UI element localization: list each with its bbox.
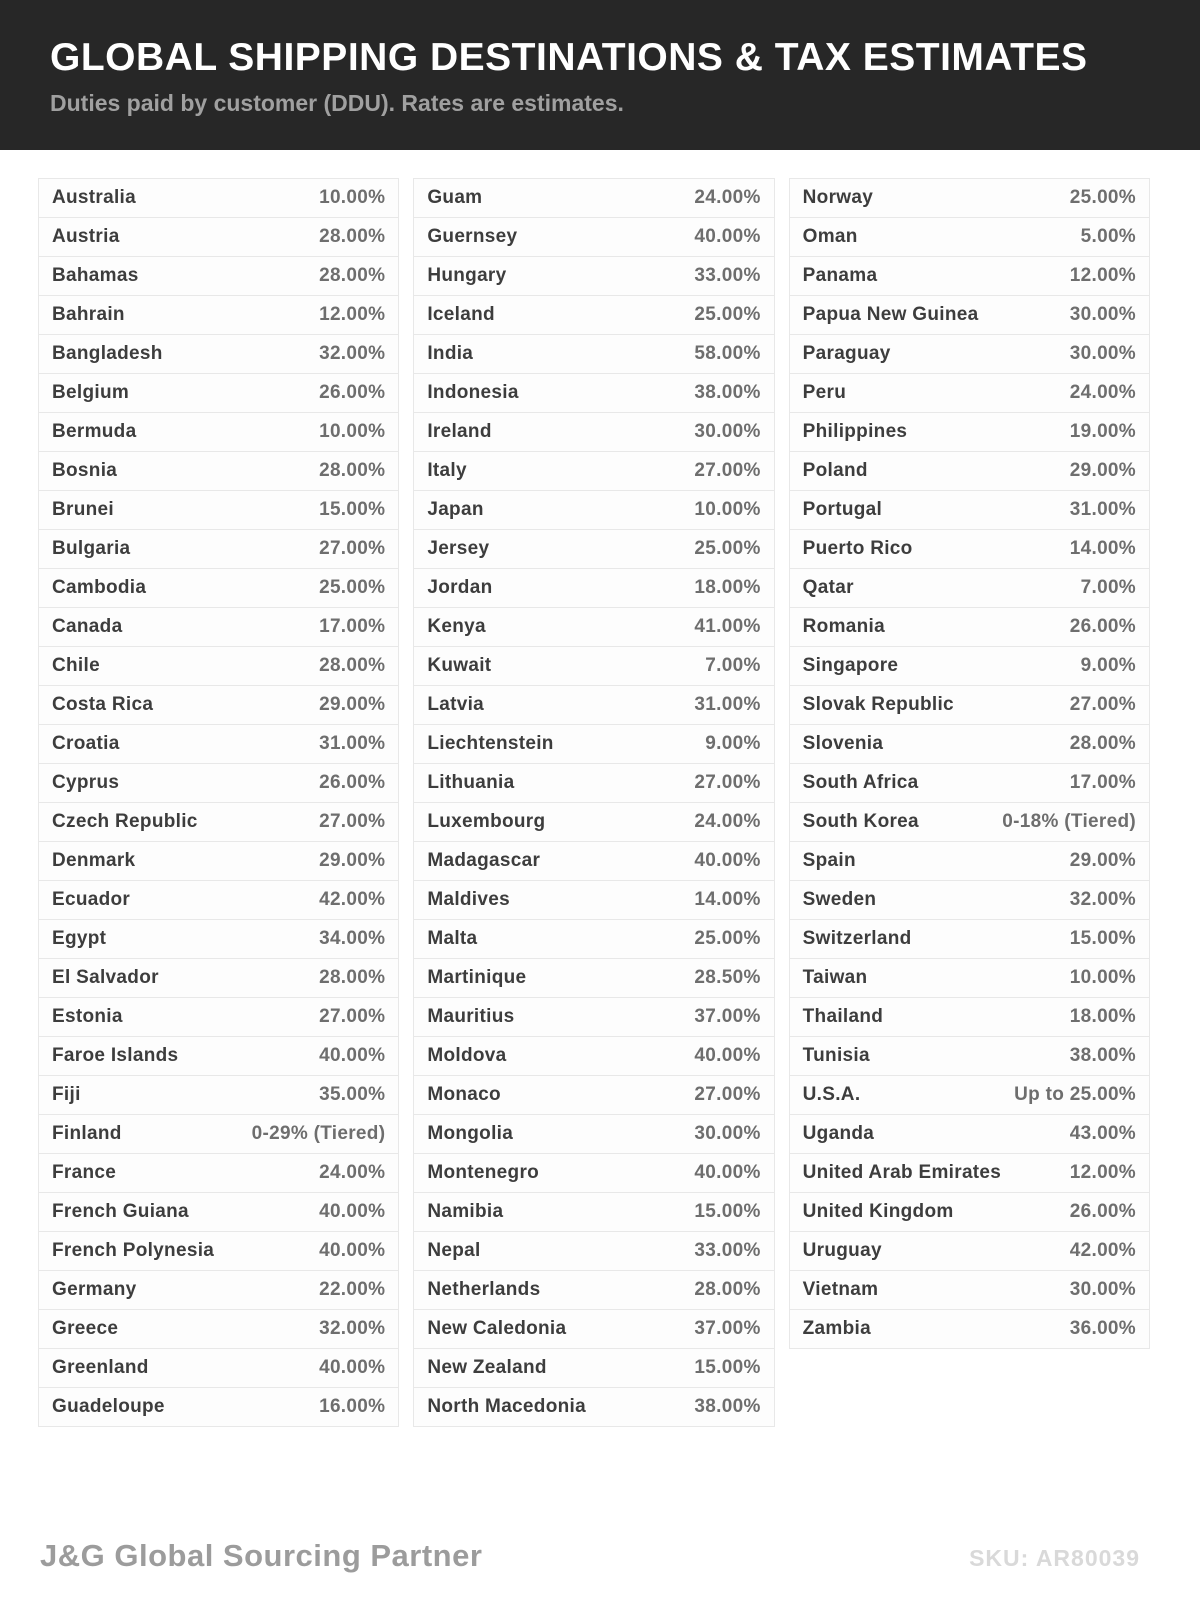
- rate-value: 34.00%: [319, 928, 386, 949]
- country-name: Bermuda: [52, 421, 137, 442]
- footer: [40, 1538, 1140, 1574]
- country-name: Jersey: [427, 538, 490, 559]
- table-row: [414, 1388, 773, 1427]
- country-name: Mongolia: [427, 1123, 514, 1144]
- table-row: [790, 920, 1149, 959]
- table-row: [790, 647, 1149, 686]
- table-row: [790, 764, 1149, 803]
- table-row: [790, 803, 1149, 842]
- rate-value: 40.00%: [319, 1201, 386, 1222]
- sku-label: SKU: AR80039: [969, 1545, 1140, 1571]
- country-name: Malta: [427, 928, 478, 949]
- rate-value: 25.00%: [694, 304, 761, 325]
- rate-value: 40.00%: [319, 1240, 386, 1261]
- table-row: [414, 647, 773, 686]
- country-name: Canada: [52, 616, 123, 637]
- rate-value: 31.00%: [319, 733, 386, 754]
- rate-value: 10.00%: [694, 499, 761, 520]
- country-name: United Arab Emirates: [802, 1162, 1002, 1183]
- rate-value: 30.00%: [694, 1123, 761, 1144]
- rate-value: 25.00%: [694, 928, 761, 949]
- country-name: Netherlands: [427, 1279, 541, 1300]
- table-row: [39, 296, 398, 335]
- country-name: Oman: [802, 226, 858, 247]
- country-name: Panama: [802, 265, 878, 286]
- country-name: Indonesia: [427, 382, 519, 403]
- country-name: Belgium: [52, 382, 130, 403]
- country-name: Czech Republic: [52, 811, 198, 832]
- table-row: [414, 179, 773, 218]
- table-row: [39, 1388, 398, 1427]
- country-name: Italy: [427, 460, 467, 481]
- table-row: [414, 1115, 773, 1154]
- country-name: U.S.A.: [802, 1084, 861, 1105]
- table-row: [790, 257, 1149, 296]
- table-row: [414, 1349, 773, 1388]
- rate-value: 32.00%: [1069, 889, 1136, 910]
- country-name: Bahrain: [52, 304, 125, 325]
- rate-value: 0-29% (Tiered): [251, 1123, 386, 1144]
- rate-value: 31.00%: [694, 694, 761, 715]
- country-name: Germany: [52, 1279, 137, 1300]
- country-name: Ireland: [427, 421, 492, 442]
- country-name: French Guiana: [52, 1201, 189, 1222]
- rate-value: 38.00%: [694, 382, 761, 403]
- country-name: South Africa: [802, 772, 919, 793]
- country-name: Romania: [802, 616, 885, 637]
- rate-value: 28.00%: [319, 226, 386, 247]
- country-name: Egypt: [52, 928, 107, 949]
- rate-value: 24.00%: [319, 1162, 386, 1183]
- table-row: [39, 725, 398, 764]
- country-name: Singapore: [802, 655, 899, 676]
- rate-value: 28.00%: [319, 265, 386, 286]
- country-name: Nepal: [427, 1240, 481, 1261]
- table-row: [790, 1232, 1149, 1271]
- table-row: [39, 998, 398, 1037]
- rate-value: 24.00%: [1069, 382, 1136, 403]
- rate-value: 24.00%: [694, 811, 761, 832]
- rate-value: 29.00%: [319, 694, 386, 715]
- country-name: India: [427, 343, 474, 364]
- table-row: [414, 1310, 773, 1349]
- rate-value: 28.00%: [319, 460, 386, 481]
- rate-value: 30.00%: [1069, 343, 1136, 364]
- rate-value: 25.00%: [319, 577, 386, 598]
- country-name: Kenya: [427, 616, 486, 637]
- rate-value: 24.00%: [694, 187, 761, 208]
- rate-value: 33.00%: [694, 1240, 761, 1261]
- rate-value: 30.00%: [694, 421, 761, 442]
- rate-value: 31.00%: [1069, 499, 1136, 520]
- rate-value: 18.00%: [694, 577, 761, 598]
- rate-value: 12.00%: [1069, 1162, 1136, 1183]
- country-name: Fiji: [52, 1084, 81, 1105]
- rate-value: 37.00%: [694, 1318, 761, 1339]
- country-name: Peru: [802, 382, 847, 403]
- table-row: [39, 608, 398, 647]
- rate-value: 17.00%: [1069, 772, 1136, 793]
- country-name: Guam: [427, 187, 483, 208]
- table-row: [414, 296, 773, 335]
- country-name: Bulgaria: [52, 538, 131, 559]
- country-name: New Zealand: [427, 1357, 547, 1378]
- rate-value: 22.00%: [319, 1279, 386, 1300]
- table-row: [414, 608, 773, 647]
- rate-value: 28.00%: [319, 655, 386, 676]
- table-row: [790, 1271, 1149, 1310]
- country-name: Vietnam: [802, 1279, 879, 1300]
- table-row: [414, 1076, 773, 1115]
- table-row: [790, 452, 1149, 491]
- table-row: [39, 647, 398, 686]
- footer-brand: J&G Global Sourcing Partner: [40, 1538, 483, 1573]
- table-row: [39, 881, 398, 920]
- rate-value: 26.00%: [1069, 1201, 1136, 1222]
- table-row: [414, 803, 773, 842]
- rate-value: 32.00%: [319, 1318, 386, 1339]
- country-name: Jordan: [427, 577, 493, 598]
- rate-value: 18.00%: [1069, 1006, 1136, 1027]
- country-name: Mauritius: [427, 1006, 515, 1027]
- table-row: [790, 1037, 1149, 1076]
- country-name: Liechtenstein: [427, 733, 554, 754]
- country-name: Poland: [802, 460, 868, 481]
- rate-value: 58.00%: [694, 343, 761, 364]
- country-name: Iceland: [427, 304, 495, 325]
- page-subtitle: Duties paid by customer (DDU). Rates are estimates.: [50, 90, 624, 116]
- country-name: Slovenia: [802, 733, 884, 754]
- table-row: [414, 725, 773, 764]
- rate-value: 26.00%: [1069, 616, 1136, 637]
- country-name: Latvia: [427, 694, 485, 715]
- country-name: Portugal: [802, 499, 883, 520]
- country-name: Ecuador: [52, 889, 131, 910]
- rate-value: 27.00%: [319, 811, 386, 832]
- rate-value: 30.00%: [1069, 304, 1136, 325]
- country-name: Montenegro: [427, 1162, 540, 1183]
- table-row: [39, 1310, 398, 1349]
- table-row: [39, 1037, 398, 1076]
- rate-value: 28.00%: [319, 967, 386, 988]
- rate-value: 25.00%: [1069, 187, 1136, 208]
- rate-value: 7.00%: [705, 655, 761, 676]
- table-row: [790, 1310, 1149, 1349]
- country-name: Switzerland: [802, 928, 912, 949]
- country-name: Madagascar: [427, 850, 541, 871]
- table-row: [414, 920, 773, 959]
- country-name: Faroe Islands: [52, 1045, 179, 1066]
- table-row: [790, 335, 1149, 374]
- table-row: [39, 218, 398, 257]
- rate-value: 29.00%: [1069, 850, 1136, 871]
- table-row: [39, 530, 398, 569]
- table-row: [790, 569, 1149, 608]
- country-name: Bahamas: [52, 265, 139, 286]
- rate-value: 28.00%: [694, 1279, 761, 1300]
- rate-value: 38.00%: [694, 1396, 761, 1417]
- country-name: Lithuania: [427, 772, 515, 793]
- rate-value: 35.00%: [319, 1084, 386, 1105]
- rate-value: 16.00%: [319, 1396, 386, 1417]
- country-name: Sweden: [802, 889, 877, 910]
- country-name: Zambia: [802, 1318, 871, 1339]
- table-row: [39, 764, 398, 803]
- table-row: [790, 218, 1149, 257]
- table-row: [39, 569, 398, 608]
- rate-value: 15.00%: [694, 1357, 761, 1378]
- country-name: United Kingdom: [802, 1201, 954, 1222]
- rate-value: 7.00%: [1080, 577, 1136, 598]
- rate-value: 12.00%: [1069, 265, 1136, 286]
- table-row: [790, 881, 1149, 920]
- table-row: [39, 1154, 398, 1193]
- country-name: South Korea: [802, 811, 919, 832]
- header: [0, 0, 1200, 150]
- page-title: GLOBAL SHIPPING DESTINATIONS & TAX ESTIMATES: [50, 36, 1088, 79]
- country-name: Papua New Guinea: [802, 304, 979, 325]
- country-name: Japan: [427, 499, 484, 520]
- table-row: [790, 959, 1149, 998]
- table-row: [790, 998, 1149, 1037]
- rate-value: 29.00%: [1069, 460, 1136, 481]
- rate-value: 40.00%: [319, 1045, 386, 1066]
- table-row: [414, 881, 773, 920]
- rate-value: 25.00%: [694, 538, 761, 559]
- rate-value: 27.00%: [319, 538, 386, 559]
- country-name: El Salvador: [52, 967, 159, 988]
- rate-value: 43.00%: [1069, 1123, 1136, 1144]
- rate-value: 14.00%: [694, 889, 761, 910]
- country-name: Australia: [52, 187, 137, 208]
- table-row: [790, 491, 1149, 530]
- country-name: Tunisia: [802, 1045, 870, 1066]
- country-name: Uganda: [802, 1123, 875, 1144]
- table-row: [39, 1076, 398, 1115]
- rate-value: 27.00%: [694, 460, 761, 481]
- country-name: Martinique: [427, 967, 527, 988]
- rate-value: 10.00%: [319, 421, 386, 442]
- country-name: Maldives: [427, 889, 510, 910]
- table-row: [39, 374, 398, 413]
- country-name: Norway: [802, 187, 874, 208]
- rate-value: 41.00%: [694, 616, 761, 637]
- table-row: [39, 686, 398, 725]
- country-name: Slovak Republic: [802, 694, 954, 715]
- rates-column-1: [38, 178, 399, 1427]
- rate-value: 40.00%: [694, 850, 761, 871]
- rate-value: 27.00%: [1069, 694, 1136, 715]
- table-row: [414, 1037, 773, 1076]
- country-name: Croatia: [52, 733, 120, 754]
- table-row: [39, 1349, 398, 1388]
- country-name: Greece: [52, 1318, 119, 1339]
- rate-value: 42.00%: [319, 889, 386, 910]
- table-row: [414, 530, 773, 569]
- rate-value: 27.00%: [319, 1006, 386, 1027]
- table-row: [39, 842, 398, 881]
- table-row: [414, 257, 773, 296]
- table-row: [790, 374, 1149, 413]
- country-name: Kuwait: [427, 655, 492, 676]
- rate-value: 26.00%: [319, 382, 386, 403]
- country-name: Monaco: [427, 1084, 501, 1105]
- table-row: [790, 179, 1149, 218]
- country-name: Paraguay: [802, 343, 891, 364]
- table-row: [414, 1154, 773, 1193]
- table-row: [790, 725, 1149, 764]
- rate-value: 40.00%: [694, 226, 761, 247]
- table-row: [790, 1115, 1149, 1154]
- table-row: [414, 1232, 773, 1271]
- table-row: [39, 1115, 398, 1154]
- rate-value: 9.00%: [1080, 655, 1136, 676]
- rate-value: 26.00%: [319, 772, 386, 793]
- table-row: [39, 452, 398, 491]
- rate-value: 19.00%: [1069, 421, 1136, 442]
- country-name: Bangladesh: [52, 343, 163, 364]
- rate-value: 30.00%: [1069, 1279, 1136, 1300]
- country-name: Denmark: [52, 850, 136, 871]
- country-name: Puerto Rico: [802, 538, 913, 559]
- table-row: [790, 1154, 1149, 1193]
- rate-value: 40.00%: [694, 1045, 761, 1066]
- country-name: Moldova: [427, 1045, 507, 1066]
- rate-value: 37.00%: [694, 1006, 761, 1027]
- table-row: [414, 335, 773, 374]
- table-row: [790, 296, 1149, 335]
- rate-value: 40.00%: [319, 1357, 386, 1378]
- table-row: [414, 569, 773, 608]
- rate-value: 9.00%: [705, 733, 761, 754]
- table-row: [39, 179, 398, 218]
- country-name: Guadeloupe: [52, 1396, 165, 1417]
- table-row: [39, 1232, 398, 1271]
- country-name: Qatar: [802, 577, 854, 598]
- country-name: Namibia: [427, 1201, 504, 1222]
- rate-value: 14.00%: [1069, 538, 1136, 559]
- rate-value: 0-18% (Tiered): [1002, 811, 1136, 832]
- country-name: North Macedonia: [427, 1396, 586, 1417]
- table-row: [39, 959, 398, 998]
- rate-value: 27.00%: [694, 1084, 761, 1105]
- rate-value: 40.00%: [694, 1162, 761, 1183]
- rate-value: 27.00%: [694, 772, 761, 793]
- table-row: [39, 257, 398, 296]
- rate-value: 15.00%: [1069, 928, 1136, 949]
- rate-value: 5.00%: [1080, 226, 1136, 247]
- table-row: [790, 413, 1149, 452]
- rate-value: 17.00%: [319, 616, 386, 637]
- rate-value: 12.00%: [319, 304, 386, 325]
- country-name: Costa Rica: [52, 694, 154, 715]
- table-row: [39, 491, 398, 530]
- rate-value: 36.00%: [1069, 1318, 1136, 1339]
- country-name: Spain: [802, 850, 856, 871]
- table-row: [790, 842, 1149, 881]
- rate-value: 10.00%: [1069, 967, 1136, 988]
- table-row: [39, 920, 398, 959]
- country-name: Finland: [52, 1123, 122, 1144]
- rate-value: 15.00%: [319, 499, 386, 520]
- table-row: [39, 1193, 398, 1232]
- table-row: [39, 335, 398, 374]
- country-name: France: [52, 1162, 117, 1183]
- table-row: [414, 998, 773, 1037]
- rate-value: 28.00%: [1069, 733, 1136, 754]
- table-row: [414, 218, 773, 257]
- country-name: Taiwan: [802, 967, 868, 988]
- country-name: Guernsey: [427, 226, 518, 247]
- rates-table: [38, 178, 1150, 1427]
- country-name: Bosnia: [52, 460, 118, 481]
- country-name: New Caledonia: [427, 1318, 567, 1339]
- table-row: [790, 1076, 1149, 1115]
- table-row: [790, 608, 1149, 647]
- table-row: [790, 530, 1149, 569]
- table-row: [414, 959, 773, 998]
- table-row: [39, 413, 398, 452]
- rate-value: 38.00%: [1069, 1045, 1136, 1066]
- country-name: Thailand: [802, 1006, 884, 1027]
- country-name: Greenland: [52, 1357, 149, 1378]
- table-row: [414, 374, 773, 413]
- rate-value: Up to 25.00%: [1014, 1084, 1136, 1105]
- rate-value: 33.00%: [694, 265, 761, 286]
- country-name: Chile: [52, 655, 100, 676]
- country-name: French Polynesia: [52, 1240, 215, 1261]
- table-row: [790, 686, 1149, 725]
- rates-column-2: [413, 178, 774, 1427]
- country-name: Estonia: [52, 1006, 123, 1027]
- table-row: [790, 1193, 1149, 1232]
- country-name: Austria: [52, 226, 120, 247]
- rate-value: 15.00%: [694, 1201, 761, 1222]
- table-row: [414, 452, 773, 491]
- country-name: Uruguay: [802, 1240, 882, 1261]
- country-name: Philippines: [802, 421, 908, 442]
- table-row: [414, 491, 773, 530]
- table-row: [414, 764, 773, 803]
- rates-column-3: [789, 178, 1150, 1349]
- rate-value: 28.50%: [694, 967, 761, 988]
- rate-value: 32.00%: [319, 343, 386, 364]
- country-name: Hungary: [427, 265, 507, 286]
- rate-value: 42.00%: [1069, 1240, 1136, 1261]
- rate-value: 29.00%: [319, 850, 386, 871]
- table-row: [414, 1271, 773, 1310]
- country-name: Cambodia: [52, 577, 147, 598]
- country-name: Brunei: [52, 499, 114, 520]
- country-name: Cyprus: [52, 772, 120, 793]
- table-row: [414, 413, 773, 452]
- table-row: [414, 842, 773, 881]
- country-name: Luxembourg: [427, 811, 546, 832]
- rate-value: 10.00%: [319, 187, 386, 208]
- table-row: [414, 686, 773, 725]
- table-row: [39, 1271, 398, 1310]
- table-row: [39, 803, 398, 842]
- table-row: [414, 1193, 773, 1232]
